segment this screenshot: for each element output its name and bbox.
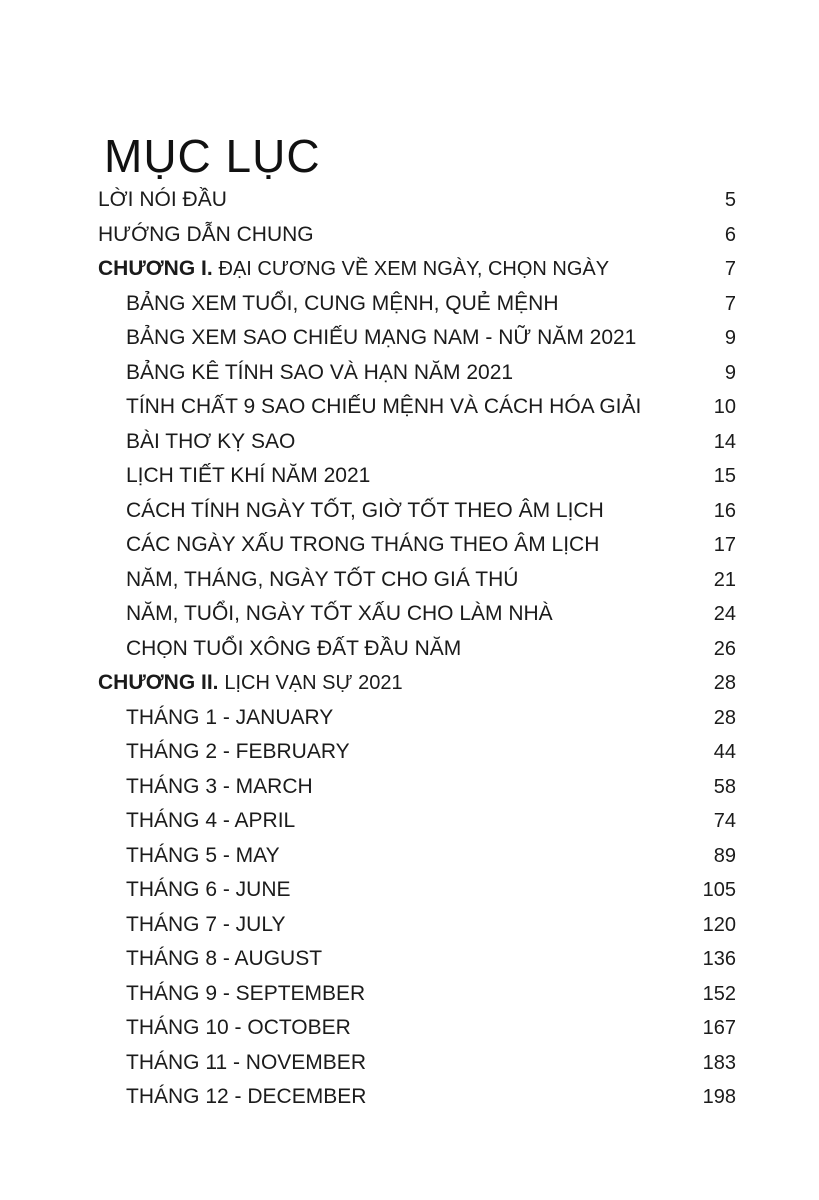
table-of-contents: [96, 188, 736, 1120]
toc-entry-label: [96, 637, 461, 661]
toc-entry-page-number: 6: [724, 223, 736, 246]
toc-entry-page-number: 58: [713, 775, 736, 798]
toc-entry-page-number: 44: [713, 741, 736, 763]
toc-entry-title: BẢNG XEM TUỔI, CUNG MỆNH, QUẺ MỆNH: [126, 291, 559, 315]
toc-entry-page-number: 198: [702, 1086, 736, 1108]
toc-entry[interactable]: [96, 533, 736, 568]
toc-entry-title: THÁNG 8 - AUGUST: [126, 947, 323, 970]
toc-entry[interactable]: [96, 602, 736, 637]
toc-entry-title: THÁNG 3 - MARCH: [126, 774, 313, 798]
toc-entry-label: [96, 464, 370, 488]
toc-entry-title: THÁNG 7 - JULY: [126, 912, 286, 936]
toc-entry-page-number: 105: [702, 879, 736, 901]
toc-entry-page-number: 9: [724, 361, 736, 384]
page-title: MỤC LỤC: [104, 129, 321, 182]
toc-entry-label: [96, 188, 227, 212]
toc-entry-page-number: 17: [713, 534, 736, 556]
toc-entry-page-number: 152: [702, 982, 736, 1005]
toc-entry-label: [96, 913, 285, 937]
toc-entry-title: NĂM, THÁNG, NGÀY TỐT CHO GIÁ THÚ: [126, 567, 519, 591]
toc-entry-title: CÁC NGÀY XẤU TRONG THÁNG THEO ÂM LỊCH: [126, 533, 600, 556]
toc-entry-page-number: 7: [724, 258, 736, 280]
toc-entry[interactable]: [96, 568, 736, 603]
toc-entry-title: THÁNG 5 - MAY: [126, 843, 280, 867]
toc-entry-page-number: 15: [713, 465, 736, 487]
toc-entry[interactable]: [96, 947, 736, 982]
toc-entry-title: THÁNG 6 - JUNE: [126, 878, 291, 901]
toc-entry-title: LỜI NÓI ĐẦU: [98, 188, 227, 211]
toc-entry-page-number: 5: [724, 189, 736, 211]
toc-entry-title: LỊCH TIẾT KHÍ NĂM 2021: [126, 464, 371, 487]
toc-entry[interactable]: [96, 740, 736, 775]
toc-entry-page-number: 74: [713, 810, 736, 832]
toc-entry-label: [96, 361, 513, 385]
toc-entry-label: [96, 740, 350, 764]
toc-entry-title: TÍNH CHẤT 9 SAO CHIẾU MỆNH VÀ CÁCH HÓA GIẢI: [126, 395, 642, 418]
toc-entry-page-number: 10: [713, 396, 736, 418]
toc-entry-chapter-prefix: CHƯƠNG I.: [98, 257, 213, 280]
toc-entry-page-number: 21: [713, 568, 736, 591]
toc-entry[interactable]: [96, 637, 736, 672]
toc-entry-chapter-prefix: CHƯƠNG II.: [98, 671, 219, 694]
toc-entry-label: [96, 568, 518, 592]
toc-entry-title: BẢNG XEM SAO CHIẾU MẠNG NAM - NỮ NĂM 2021: [126, 326, 637, 349]
toc-entry-page-number: 183: [702, 1051, 736, 1074]
toc-entry-label: [96, 1016, 351, 1040]
toc-entry-label: [96, 533, 599, 557]
toc-entry[interactable]: [96, 464, 736, 499]
toc-entry[interactable]: [96, 395, 736, 430]
toc-entry-page-number: 9: [724, 327, 736, 349]
toc-entry-title: HƯỚNG DẪN CHUNG: [98, 222, 314, 246]
toc-entry-page-number: 7: [724, 292, 736, 315]
toc-entry-label: [96, 878, 291, 902]
toc-entry[interactable]: [96, 1085, 736, 1120]
toc-entry-title: THÁNG 1 - JANUARY: [126, 705, 334, 729]
toc-entry-page-number: 14: [713, 430, 736, 453]
toc-entry[interactable]: [96, 982, 736, 1017]
toc-entry-page-number: 28: [713, 706, 736, 729]
toc-entry-title: CÁCH TÍNH NGÀY TỐT, GIỜ TỐT THEO ÂM LỊCH: [126, 498, 604, 522]
toc-entry-title: BÀI THƠ KỴ SAO: [126, 429, 296, 453]
toc-entry-label: [96, 292, 558, 316]
toc-entry-page-number: 26: [713, 637, 736, 660]
toc-entry[interactable]: [96, 223, 736, 258]
toc-entry-title: THÁNG 4 - APRIL: [126, 809, 296, 832]
toc-entry-label: [96, 947, 322, 971]
toc-entry-label: [96, 257, 609, 281]
toc-entry-page-number: 120: [702, 913, 736, 936]
toc-entry[interactable]: [96, 844, 736, 879]
toc-entry[interactable]: [96, 706, 736, 741]
toc-entry-title: THÁNG 10 - OCTOBER: [126, 1016, 351, 1039]
toc-entry-title: THÁNG 9 - SEPTEMBER: [126, 981, 366, 1005]
toc-entry-label: [96, 809, 295, 833]
toc-entry-label: [96, 395, 641, 419]
toc-entry-label: [96, 1085, 366, 1109]
toc-entry-label: [96, 223, 314, 247]
toc-entry-title: ĐẠI CƯƠNG VỀ XEM NGÀY, CHỌN NGÀY: [218, 258, 610, 280]
toc-entry-title: LỊCH VẠN SỰ 2021: [224, 672, 403, 694]
toc-entry-page-number: 24: [713, 603, 736, 625]
toc-entry-title: THÁNG 11 - NOVEMBER: [126, 1050, 366, 1074]
toc-entry-label: [96, 982, 365, 1006]
toc-entry-page-number: 16: [713, 499, 736, 522]
toc-entry[interactable]: [96, 188, 736, 223]
toc-entry-page-number: 28: [713, 672, 736, 694]
toc-entry[interactable]: [96, 913, 736, 948]
toc-entry[interactable]: [96, 809, 736, 844]
toc-entry-title: BẢNG KÊ TÍNH SAO VÀ HẠN NĂM 2021: [126, 360, 514, 384]
toc-entry[interactable]: [96, 361, 736, 396]
toc-entry-label: [96, 602, 553, 626]
toc-entry-title: CHỌN TUỔI XÔNG ĐẤT ĐẦU NĂM: [126, 636, 462, 660]
toc-entry[interactable]: [96, 878, 736, 913]
toc-entry-page-number: 136: [702, 948, 736, 970]
toc-entry[interactable]: [96, 1051, 736, 1086]
toc-entry[interactable]: [96, 1016, 736, 1051]
toc-entry[interactable]: [96, 292, 736, 327]
toc-entry-title: NĂM, TUỔI, NGÀY TỐT XẤU CHO LÀM NHÀ: [126, 602, 553, 625]
toc-entry[interactable]: [96, 499, 736, 534]
toc-entry-label: [96, 430, 295, 454]
toc-entry[interactable]: [96, 430, 736, 465]
toc-entry-page-number: 167: [702, 1017, 736, 1039]
toc-entry[interactable]: [96, 326, 736, 361]
toc-entry-label: [96, 1051, 366, 1075]
toc-entry-label: [96, 326, 636, 350]
toc-entry-title: THÁNG 2 - FEBRUARY: [126, 740, 350, 763]
toc-entry-label: [96, 775, 313, 799]
toc-entry[interactable]: [96, 775, 736, 810]
toc-entry-title: THÁNG 12 - DECEMBER: [126, 1085, 367, 1108]
toc-entry-page-number: 89: [713, 844, 736, 867]
toc-entry[interactable]: [96, 257, 736, 292]
toc-entry[interactable]: [96, 671, 736, 706]
toc-entry-label: [96, 844, 280, 868]
toc-entry-label: [96, 706, 333, 730]
toc-entry-label: [96, 671, 403, 695]
toc-entry-label: [96, 499, 604, 523]
